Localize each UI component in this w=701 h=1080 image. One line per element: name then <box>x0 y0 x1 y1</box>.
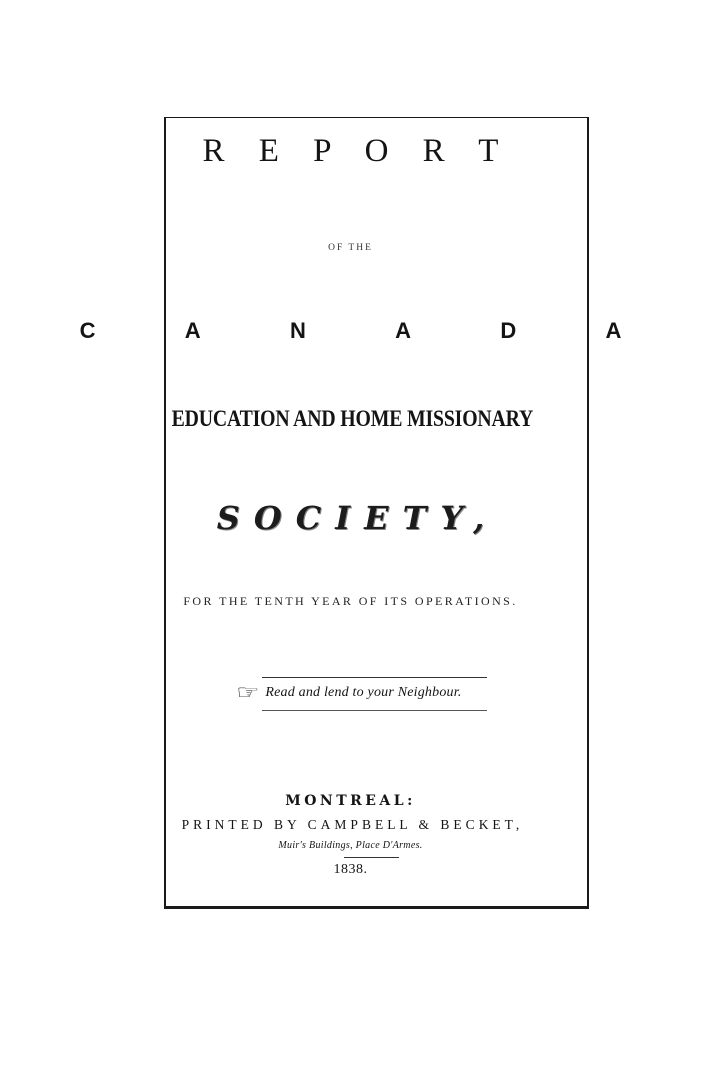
canada-heading: C A N A D A <box>79 318 664 343</box>
pointing-hand-icon: ☞ <box>236 682 261 704</box>
imprint-printer: PRINTED BY CAMPBELL & BECKET, <box>181 817 524 832</box>
year-rule <box>344 857 399 858</box>
report-title: R E P O R T <box>202 133 512 169</box>
motto-text: Read and lend to your Neighbour. <box>265 685 462 700</box>
society-ornamental-heading: SOCIETY, <box>216 499 499 537</box>
motto-bottom-rule <box>262 710 487 711</box>
imprint-address: Muir's Buildings, Place D'Armes. <box>278 840 423 851</box>
motto-row <box>0 683 701 703</box>
society-subtitle: EDUCATION AND HOME MISSIONARY <box>171 406 534 431</box>
operations-line: FOR THE TENTH YEAR OF ITS OPERATIONS. <box>183 594 518 608</box>
imprint-year: 1838. <box>333 862 368 877</box>
of-the-caption: OF THE <box>328 243 373 253</box>
motto-top-rule <box>262 677 487 678</box>
imprint-city: MONTREAL: <box>285 793 416 809</box>
